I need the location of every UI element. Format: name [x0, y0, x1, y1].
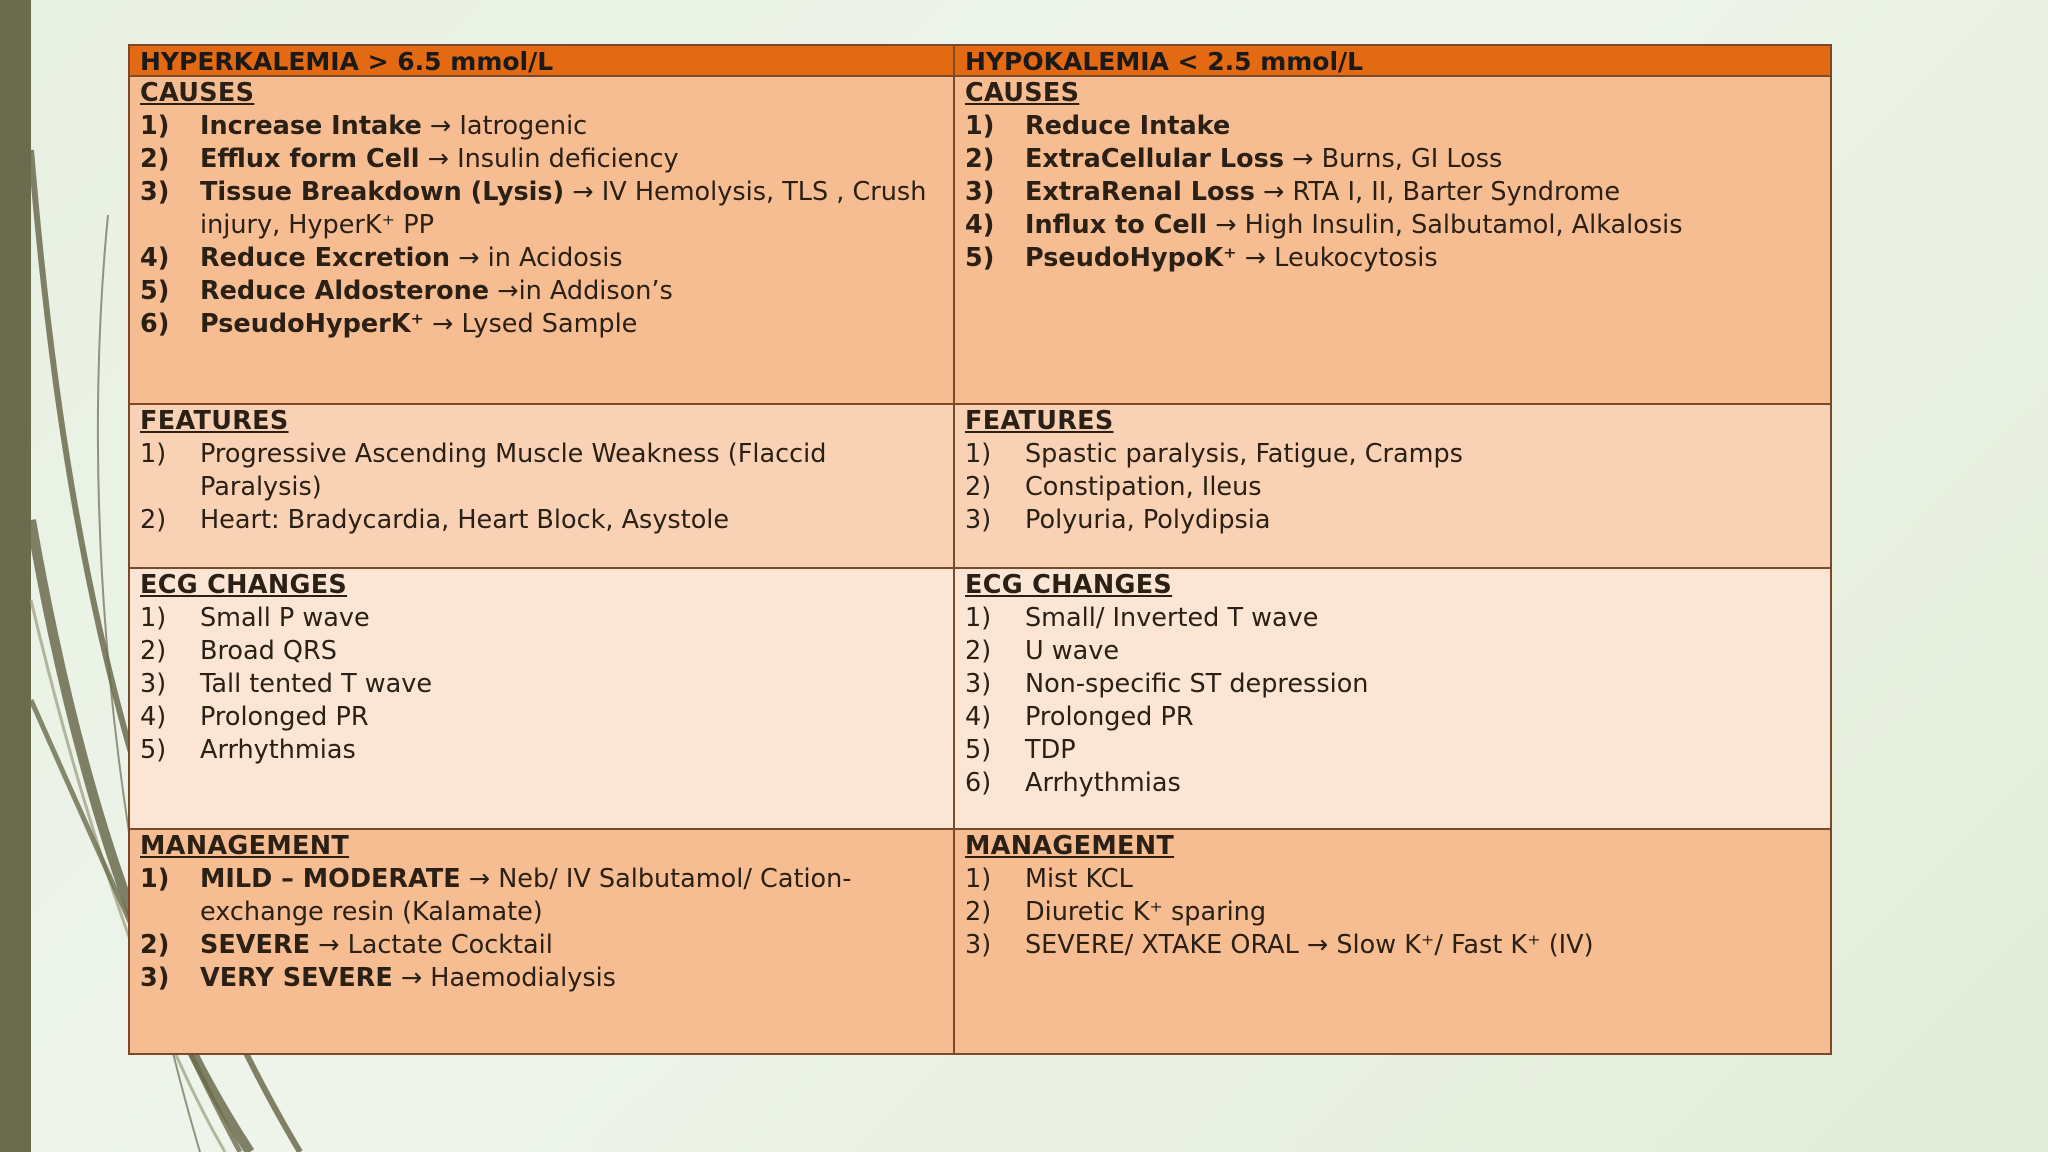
item-detail-text: → Neb/ IV Salbutamol/ Cation-exchange resin (Kalamate) — [200, 864, 852, 927]
item-number: 4) — [965, 210, 995, 240]
list-item — [140, 929, 953, 962]
list-item — [140, 176, 953, 242]
item-detail-text: → Iatrogenic — [421, 111, 588, 141]
item-text: Diuretic K⁺ sparing — [1025, 897, 1267, 927]
item-text — [140, 176, 953, 242]
item-text: Non-specific ST depression — [1025, 669, 1369, 699]
item-detail-text: → RTA I, II, Barter Syndrome — [1254, 177, 1621, 207]
item-number: 2) — [965, 144, 995, 174]
list-item — [140, 308, 953, 341]
item-detail-text: → IV Hemolysis, TLS , Crush injury, HyperK⁺ PP — [200, 177, 927, 240]
item-bold-text: ExtraCellular Loss — [1025, 144, 1285, 174]
item-bold-text: VERY SEVERE — [200, 963, 393, 993]
hyper-management-list — [140, 863, 953, 995]
hyperkalemia-header: HYPERKALEMIA > 6.5 mmol/L — [130, 46, 953, 77]
item-number: 2) — [140, 144, 170, 174]
item-number: 3) — [140, 177, 170, 207]
item-bold-text: Reduce Intake — [1025, 111, 1231, 141]
item-number: 2) — [140, 930, 170, 960]
hypo-ecg-title: ECG CHANGES — [965, 570, 1173, 600]
list-item — [965, 896, 1830, 929]
hypokalemia-header: HYPOKALEMIA < 2.5 mmol/L — [955, 46, 1830, 77]
hypo-causes-cell — [955, 77, 1830, 403]
item-number: 1) — [140, 603, 167, 633]
hypo-features-cell — [955, 405, 1830, 567]
item-detail-text: → Haemodialysis — [392, 963, 616, 993]
item-text: Broad QRS — [200, 636, 337, 666]
item-text — [140, 275, 953, 308]
list-item — [140, 110, 953, 143]
list-item — [965, 734, 1830, 767]
list-item — [140, 143, 953, 176]
hyper-causes-cell — [130, 77, 953, 403]
list-item — [965, 438, 1830, 471]
item-text: SEVERE/ XTAKE ORAL → Slow K⁺/ Fast K⁺ (IV) — [1025, 930, 1594, 960]
item-number: 5) — [140, 735, 167, 765]
hypo-features-title: FEATURES — [965, 406, 1114, 436]
list-item — [965, 209, 1830, 242]
item-number: 1) — [965, 111, 995, 141]
item-detail-text: → Burns, GI Loss — [1284, 144, 1503, 174]
item-text: Prolonged PR — [200, 702, 369, 732]
item-text — [140, 110, 953, 143]
hypo-features-list — [965, 438, 1830, 537]
item-number: 1) — [965, 864, 992, 894]
item-number: 2) — [965, 897, 992, 927]
item-detail-text: → in Acidosis — [450, 243, 623, 273]
item-text — [140, 929, 953, 962]
hyper-causes-list — [140, 110, 953, 341]
item-number: 1) — [965, 439, 992, 469]
item-number: 6) — [965, 768, 992, 798]
item-text: Heart: Bradycardia, Heart Block, Asystole — [200, 505, 730, 535]
hypo-ecg-list — [965, 602, 1830, 800]
item-number: 2) — [140, 505, 167, 535]
list-item — [965, 242, 1830, 275]
list-item — [965, 471, 1830, 504]
hyper-ecg-cell — [130, 569, 953, 828]
item-bold-text: Tissue Breakdown (Lysis) — [200, 177, 565, 207]
item-text: Mist KCL — [1025, 864, 1133, 894]
list-item — [965, 863, 1830, 896]
hypo-management-cell — [955, 830, 1830, 1053]
item-detail-text: → Lysed Sample — [423, 309, 638, 339]
item-bold-text: PseudoHyperK⁺ — [200, 309, 424, 339]
item-detail-text: → Lactate Cocktail — [310, 930, 553, 960]
item-text: TDP — [1025, 735, 1076, 765]
item-text — [140, 308, 953, 341]
item-text — [140, 863, 953, 929]
hypo-management-title: MANAGEMENT — [965, 831, 1175, 861]
list-item — [140, 734, 953, 767]
item-detail-text: →in Addison’s — [489, 276, 673, 306]
list-item — [140, 504, 953, 537]
item-bold-text: Reduce Excretion — [200, 243, 451, 273]
item-text: Tall tented T wave — [200, 669, 433, 699]
item-number: 1) — [965, 603, 992, 633]
list-item — [965, 701, 1830, 734]
item-text: Prolonged PR — [1025, 702, 1194, 732]
item-number: 1) — [140, 439, 167, 469]
list-item — [140, 962, 953, 995]
item-bold-text: Efflux form Cell — [200, 144, 420, 174]
list-item — [140, 668, 953, 701]
list-item — [140, 863, 953, 929]
hyper-features-list — [140, 438, 953, 537]
item-detail-text: → Leukocytosis — [1236, 243, 1438, 273]
item-number: 2) — [965, 472, 992, 502]
hyper-ecg-list — [140, 602, 953, 767]
item-text — [965, 209, 1830, 242]
item-bold-text: MILD – MODERATE — [200, 864, 461, 894]
row-divider-ecg — [130, 828, 1830, 830]
item-number: 4) — [140, 702, 167, 732]
hyper-features-cell — [130, 405, 953, 567]
item-text: Small P wave — [200, 603, 370, 633]
item-text — [965, 110, 1830, 143]
hypo-management-list — [965, 863, 1830, 962]
hypo-ecg-cell — [955, 569, 1830, 828]
item-text: Progressive Ascending Muscle Weakness (Flaccid Paralysis) — [200, 439, 827, 502]
item-text: Constipation, Ileus — [1025, 472, 1262, 502]
item-text — [965, 242, 1830, 275]
item-text — [965, 143, 1830, 176]
hyper-ecg-title: ECG CHANGES — [140, 570, 348, 600]
list-item — [140, 275, 953, 308]
item-number: 3) — [965, 177, 995, 207]
item-text — [140, 143, 953, 176]
list-item — [965, 176, 1830, 209]
item-number: 4) — [140, 243, 170, 273]
item-number: 3) — [965, 669, 992, 699]
item-number: 3) — [965, 505, 992, 535]
item-text: U wave — [1025, 636, 1120, 666]
item-number: 5) — [965, 735, 992, 765]
item-text — [140, 962, 953, 995]
item-number: 2) — [140, 636, 167, 666]
item-number: 5) — [965, 243, 995, 273]
item-text: Spastic paralysis, Fatigue, Cramps — [1025, 439, 1463, 469]
item-number: 2) — [965, 636, 992, 666]
hypo-causes-list — [965, 110, 1830, 275]
hyper-management-cell — [130, 830, 953, 1053]
item-bold-text: Reduce Aldosterone — [200, 276, 490, 306]
item-text: Small/ Inverted T wave — [1025, 603, 1319, 633]
item-number: 1) — [140, 864, 170, 894]
item-text — [140, 242, 953, 275]
list-item — [140, 242, 953, 275]
item-number: 4) — [965, 702, 992, 732]
list-item — [965, 504, 1830, 537]
list-item — [965, 668, 1830, 701]
item-text: Arrhythmias — [1025, 768, 1181, 798]
item-number: 1) — [140, 111, 170, 141]
hyper-features-title: FEATURES — [140, 406, 289, 436]
list-item — [140, 635, 953, 668]
item-bold-text: Increase Intake — [200, 111, 422, 141]
item-bold-text: SEVERE — [200, 930, 310, 960]
column-divider — [953, 46, 955, 1053]
item-number: 6) — [140, 309, 170, 339]
item-bold-text: PseudoHypoK⁺ — [1025, 243, 1237, 273]
item-bold-text: ExtraRenal Loss — [1025, 177, 1255, 207]
item-text — [965, 176, 1830, 209]
row-divider-features — [130, 567, 1830, 569]
item-text: Arrhythmias — [200, 735, 356, 765]
item-detail-text: → Insulin deficiency — [419, 144, 679, 174]
hyper-management-title: MANAGEMENT — [140, 831, 350, 861]
item-number: 3) — [965, 930, 992, 960]
item-number: 3) — [140, 963, 170, 993]
list-item — [965, 929, 1830, 962]
item-text: Polyuria, Polydipsia — [1025, 505, 1271, 535]
hypo-causes-title: CAUSES — [965, 78, 1080, 108]
item-bold-text: Influx to Cell — [1025, 210, 1208, 240]
list-item — [965, 110, 1830, 143]
list-item — [965, 602, 1830, 635]
list-item — [965, 767, 1830, 800]
list-item — [965, 143, 1830, 176]
list-item — [965, 635, 1830, 668]
list-item — [140, 602, 953, 635]
hyper-causes-title: CAUSES — [140, 78, 255, 108]
row-divider-causes — [130, 403, 1830, 405]
item-number: 5) — [140, 276, 170, 306]
item-number: 3) — [140, 669, 167, 699]
item-detail-text: → High Insulin, Salbutamol, Alkalosis — [1207, 210, 1683, 240]
list-item — [140, 438, 953, 504]
list-item — [140, 701, 953, 734]
potassium-comparison-table — [128, 44, 1832, 1055]
